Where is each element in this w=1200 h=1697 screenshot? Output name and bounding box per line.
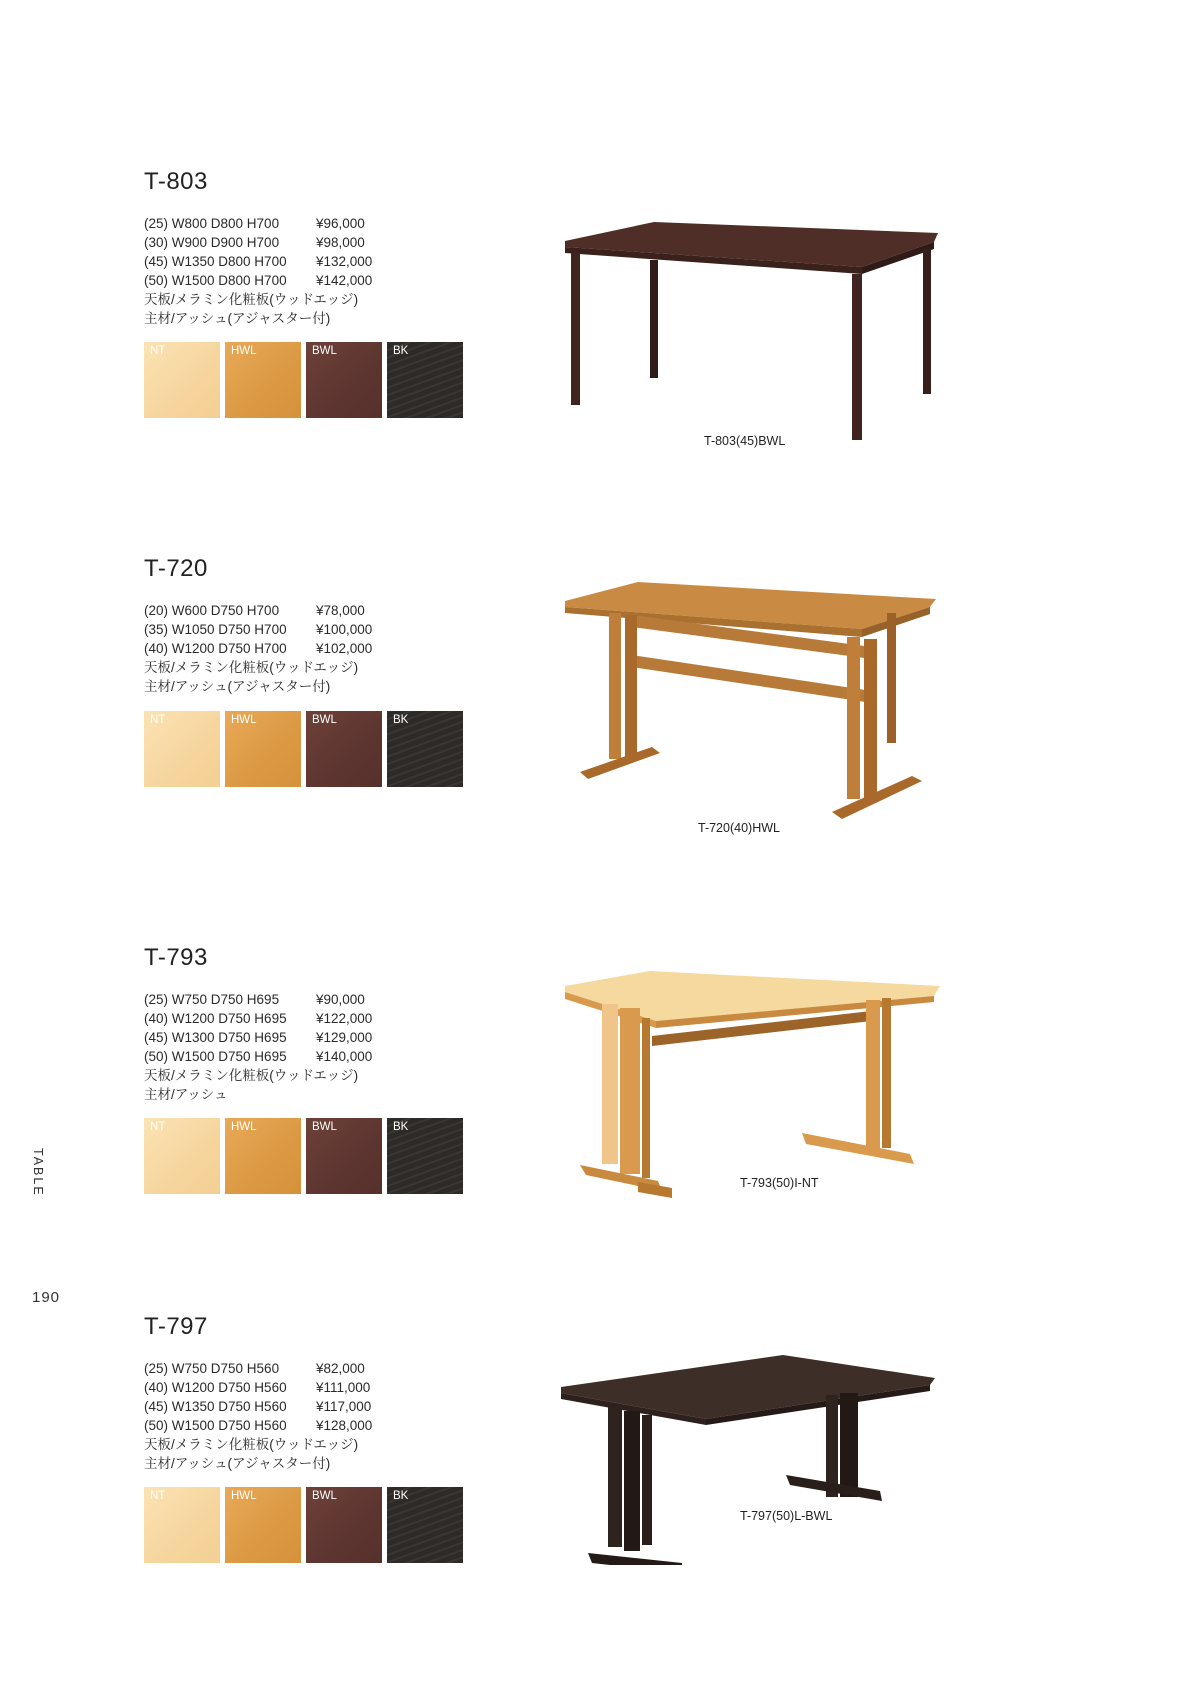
spec-price: ¥100,000 bbox=[316, 622, 373, 637]
spec-note-material: 主材/アッシュ(アジャスター付) bbox=[144, 311, 331, 326]
spec-size: (45) W1300 D750 H695 bbox=[144, 1030, 287, 1045]
page-number: 190 bbox=[32, 1289, 61, 1306]
spec-row bbox=[144, 1047, 372, 1066]
swatch-label: NT bbox=[150, 345, 166, 357]
spec-size: (40) W1200 D750 H695 bbox=[144, 1011, 287, 1026]
photo-caption: T-803(45)BWL bbox=[704, 434, 786, 448]
swatch-label: HWL bbox=[231, 345, 257, 357]
swatch-hwl[interactable] bbox=[225, 1118, 301, 1194]
swatch-bwl[interactable] bbox=[306, 1118, 382, 1194]
spec-row bbox=[144, 639, 372, 658]
table-photo-t-720 bbox=[562, 579, 952, 819]
swatch-hwl[interactable] bbox=[225, 342, 301, 418]
spec-size: (50) W1500 D750 H695 bbox=[144, 1049, 287, 1064]
product-t-803 bbox=[144, 168, 1144, 528]
swatch-bk[interactable] bbox=[387, 342, 463, 418]
swatch-bk[interactable] bbox=[387, 711, 463, 787]
spec-price: ¥128,000 bbox=[316, 1418, 373, 1433]
swatch-bk[interactable] bbox=[387, 1487, 463, 1563]
table-photo-t-793 bbox=[562, 958, 954, 1208]
swatch-label: NT bbox=[150, 1490, 166, 1502]
spec-note-material: 主材/アッシュ(アジャスター付) bbox=[144, 679, 331, 694]
spec-price: ¥117,000 bbox=[316, 1399, 372, 1414]
spec-row bbox=[144, 990, 372, 1009]
spec-note-top: 天板/メラミン化粧板(ウッドエッジ) bbox=[144, 1068, 359, 1083]
swatch-label: BK bbox=[393, 345, 409, 357]
swatch-bwl[interactable] bbox=[306, 342, 382, 418]
photo-caption: T-720(40)HWL bbox=[698, 821, 780, 835]
swatch-hwl[interactable] bbox=[225, 711, 301, 787]
spec-size: (20) W600 D750 H700 bbox=[144, 603, 280, 618]
spec-price: ¥142,000 bbox=[316, 273, 373, 288]
product-title: T-793 bbox=[144, 944, 208, 971]
spec-price: ¥82,000 bbox=[316, 1361, 365, 1376]
swatch-bk[interactable] bbox=[387, 1118, 463, 1194]
spec-row bbox=[144, 601, 372, 620]
swatch-label: HWL bbox=[231, 1121, 257, 1133]
swatch-nt[interactable] bbox=[144, 1118, 220, 1194]
spec-price: ¥96,000 bbox=[316, 216, 365, 231]
product-title: T-720 bbox=[144, 555, 208, 582]
spec-price: ¥102,000 bbox=[316, 641, 373, 656]
spec-size: (50) W1500 D800 H700 bbox=[144, 273, 287, 288]
product-title: T-803 bbox=[144, 168, 208, 195]
swatch-bwl[interactable] bbox=[306, 711, 382, 787]
spec-size: (40) W1200 D750 H700 bbox=[144, 641, 287, 656]
swatch-label: NT bbox=[150, 714, 166, 726]
spec-size: (40) W1200 D750 H560 bbox=[144, 1380, 287, 1395]
section-side-label: TABLE bbox=[31, 1148, 45, 1197]
spec-size: (50) W1500 D750 H560 bbox=[144, 1418, 287, 1433]
spec-price: ¥90,000 bbox=[316, 992, 365, 1007]
spec-row bbox=[144, 1359, 372, 1378]
spec-row bbox=[144, 1009, 372, 1028]
color-swatches bbox=[144, 1487, 463, 1563]
spec-size: (25) W800 D800 H700 bbox=[144, 216, 280, 231]
spec-price: ¥78,000 bbox=[316, 603, 365, 618]
swatch-label: BWL bbox=[312, 714, 337, 726]
spec-price: ¥98,000 bbox=[316, 235, 365, 250]
spec-size: (45) W1350 D750 H560 bbox=[144, 1399, 287, 1414]
spec-price: ¥140,000 bbox=[316, 1049, 373, 1064]
swatch-label: BWL bbox=[312, 345, 337, 357]
swatch-label: HWL bbox=[231, 714, 257, 726]
table-photo-t-803 bbox=[562, 222, 952, 442]
photo-caption: T-793(50)I-NT bbox=[740, 1176, 819, 1190]
color-swatches bbox=[144, 342, 463, 418]
spec-list bbox=[144, 990, 372, 1104]
swatch-label: HWL bbox=[231, 1490, 257, 1502]
product-t-793 bbox=[144, 944, 1144, 1304]
spec-list bbox=[144, 1359, 372, 1473]
spec-size: (30) W900 D900 H700 bbox=[144, 235, 280, 250]
spec-price: ¥129,000 bbox=[316, 1030, 373, 1045]
spec-row bbox=[144, 271, 372, 290]
swatch-label: BK bbox=[393, 714, 409, 726]
color-swatches bbox=[144, 1118, 463, 1194]
swatch-nt[interactable] bbox=[144, 342, 220, 418]
product-t-720 bbox=[144, 555, 1144, 915]
spec-note-material: 主材/アッシュ bbox=[144, 1087, 228, 1102]
swatch-nt[interactable] bbox=[144, 1487, 220, 1563]
swatch-label: BWL bbox=[312, 1121, 337, 1133]
spec-note-top: 天板/メラミン化粧板(ウッドエッジ) bbox=[144, 292, 359, 307]
swatch-hwl[interactable] bbox=[225, 1487, 301, 1563]
spec-price: ¥132,000 bbox=[316, 254, 373, 269]
spec-row bbox=[144, 1416, 372, 1435]
spec-row bbox=[144, 1028, 372, 1047]
spec-row bbox=[144, 233, 372, 252]
product-t-797 bbox=[144, 1313, 1144, 1673]
spec-note-material: 主材/アッシュ(アジャスター付) bbox=[144, 1456, 331, 1471]
table-photo-t-797 bbox=[558, 1355, 952, 1565]
photo-caption: T-797(50)L-BWL bbox=[740, 1509, 833, 1523]
spec-list bbox=[144, 601, 372, 696]
spec-size: (35) W1050 D750 H700 bbox=[144, 622, 287, 637]
spec-note-top: 天板/メラミン化粧板(ウッドエッジ) bbox=[144, 1437, 359, 1452]
spec-row bbox=[144, 620, 372, 639]
spec-row bbox=[144, 1397, 372, 1416]
spec-list bbox=[144, 214, 372, 328]
spec-row bbox=[144, 214, 372, 233]
swatch-label: BWL bbox=[312, 1490, 337, 1502]
spec-price: ¥122,000 bbox=[316, 1011, 373, 1026]
swatch-nt[interactable] bbox=[144, 711, 220, 787]
spec-size: (25) W750 D750 H695 bbox=[144, 992, 280, 1007]
spec-note-top: 天板/メラミン化粧板(ウッドエッジ) bbox=[144, 660, 359, 675]
spec-price: ¥111,000 bbox=[316, 1380, 371, 1395]
swatch-bwl[interactable] bbox=[306, 1487, 382, 1563]
spec-row bbox=[144, 1378, 372, 1397]
color-swatches bbox=[144, 711, 463, 787]
product-title: T-797 bbox=[144, 1313, 208, 1340]
swatch-label: BK bbox=[393, 1490, 409, 1502]
swatch-label: NT bbox=[150, 1121, 166, 1133]
spec-row bbox=[144, 252, 372, 271]
spec-size: (45) W1350 D800 H700 bbox=[144, 254, 287, 269]
spec-size: (25) W750 D750 H560 bbox=[144, 1361, 280, 1376]
swatch-label: BK bbox=[393, 1121, 409, 1133]
